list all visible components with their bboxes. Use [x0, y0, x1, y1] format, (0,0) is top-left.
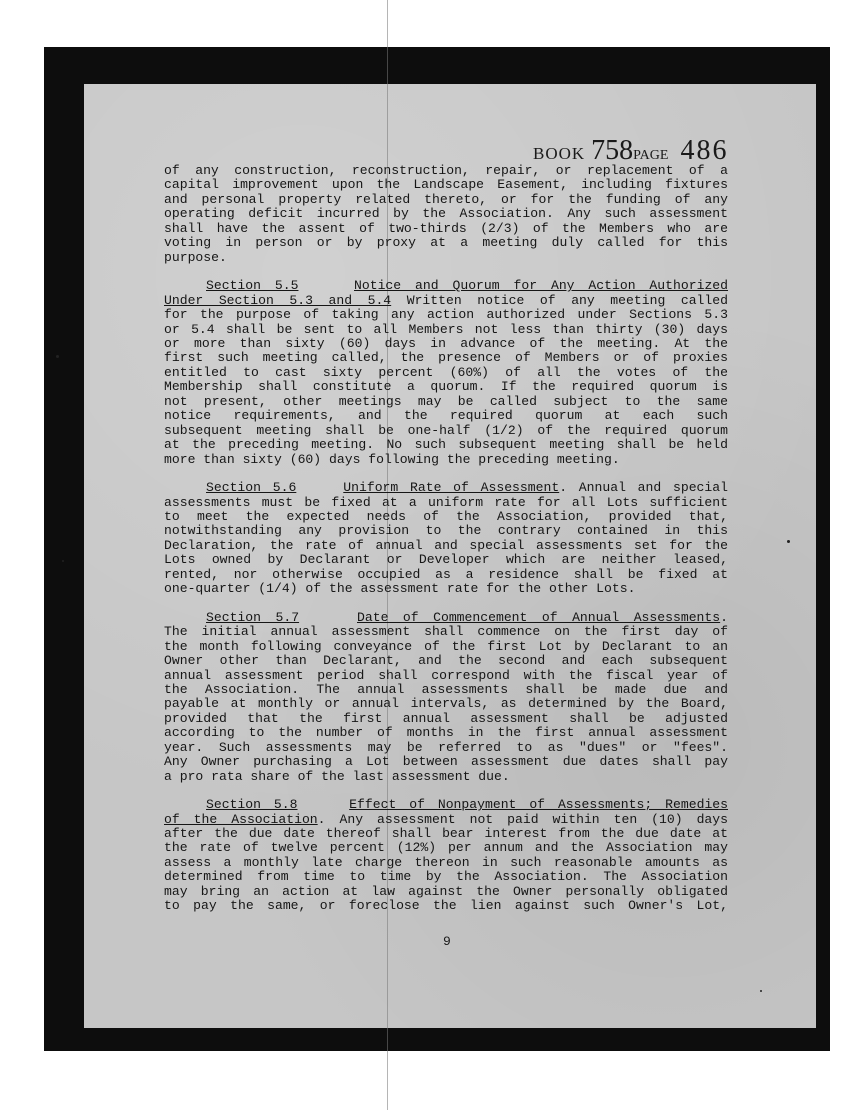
- section-heading-line: [164, 611, 728, 625]
- section-title-cont: Under Section 5.3 and 5.4: [164, 292, 392, 308]
- section-5-5: [164, 279, 728, 467]
- section-number: Section 5.6: [206, 480, 297, 496]
- section-title: Notice and Quorum for Any Action Authorized: [354, 278, 729, 294]
- text-line: Declaration, the rate of annual and special assessments set for the: [164, 537, 728, 553]
- text-line: the rate of twelve percent (12%) per annum and the Association may: [164, 840, 728, 856]
- section-number: Section 5.7: [206, 609, 300, 625]
- text-line: determined from time to time by the Association. The Association: [164, 869, 728, 885]
- section-first-text: . Annual and special: [559, 480, 728, 496]
- text-line: a pro rata share of the last assessment due.: [164, 768, 510, 784]
- text-line: The initial annual assessment shall commence on the first day of: [164, 624, 728, 640]
- text-line: or more than sixty (60) days in advance of the meeting. At the: [164, 335, 728, 351]
- text-line: according to the number of months in the first annual assessment: [164, 725, 728, 741]
- section-first-text: .: [720, 609, 728, 625]
- text-line: more than sixty (60) days following the preceding meeting.: [164, 451, 620, 467]
- book-number: 758: [591, 135, 634, 166]
- text-line: after the due date thereof shall bear interest from the due date at: [164, 826, 728, 842]
- text-line: not present, other meetings may be called subject to the same: [164, 393, 728, 409]
- section-5-8: [164, 798, 728, 914]
- text-line: Lots owned by Declarant or Developer which are neither leased,: [164, 552, 728, 568]
- page-footer-number: 9: [443, 934, 451, 949]
- text-line: purpose.: [164, 249, 227, 265]
- text-line: shall have the assent of two-thirds (2/3) of the Members who are: [164, 220, 728, 236]
- section-number: Section 5.8: [206, 797, 298, 813]
- text-line: notice requirements, and the required quorum at each such: [164, 408, 728, 424]
- section-title: Uniform Rate of Assessment: [343, 480, 560, 496]
- text-line: payable at monthly or annual intervals, as determined by the Board,: [164, 696, 728, 712]
- text-line: and personal property related thereto, or for the funding of any: [164, 191, 728, 207]
- section-number: Section 5.5: [206, 278, 299, 294]
- text-line: the month following conveyance of the first Lot by Declarant to an: [164, 638, 728, 654]
- text-line: assess a monthly late charge thereon in such reasonable amounts as: [164, 854, 728, 870]
- text-line: to meet the expected needs of the Association, provided that,: [164, 508, 728, 524]
- book-label: BOOK: [533, 144, 586, 163]
- scan-speck: [56, 355, 59, 358]
- text-line: year. Such assessments may be referred to as "dues" or "fees".: [164, 739, 728, 755]
- text-line: of any construction, reconstruction, repair, or replacement of a: [164, 163, 728, 178]
- text-line: notwithstanding any provision to the contrary contained in this: [164, 523, 728, 539]
- text-line: for the purpose of taking any action authorized under Sections 5.3: [164, 307, 728, 323]
- page-number-stamp: 486: [680, 135, 729, 166]
- text-line: may bring an action at law against the Owner personally obligated: [164, 883, 728, 899]
- text-line: to pay the same, or foreclose the lien against such Owner's Lot,: [164, 898, 728, 914]
- text-line: annual assessment period shall correspond with the fiscal year of: [164, 667, 728, 683]
- text-line: operating deficit incurred by the Association. Any such assessment: [164, 206, 728, 222]
- text-line: assessments must be fixed at a uniform rate for all Lots sufficient: [164, 494, 728, 510]
- page-label: PAGE: [633, 148, 669, 163]
- section-first-text: Written notice of any meeting called: [391, 292, 728, 308]
- section-heading-line: [164, 279, 728, 293]
- text-line: Membership shall constitute a quorum. If the required quorum is: [164, 379, 728, 395]
- section-heading-line: [164, 798, 728, 812]
- text-line: [164, 813, 728, 827]
- section-title: Effect of Nonpayment of Assessments; Remedies: [349, 797, 729, 813]
- intro-paragraph: [164, 164, 728, 265]
- section-title: Date of Commencement of Annual Assessments: [357, 609, 721, 625]
- text-line: rented, nor otherwise occupied as a residence shall be fixed at: [164, 566, 728, 582]
- text-line: provided that the first annual assessment shall be adjusted: [164, 710, 728, 726]
- text-line: one-quarter (1/4) of the assessment rate for the other Lots.: [164, 581, 636, 597]
- section-title-cont: of the Association: [164, 811, 318, 827]
- text-line: or 5.4 shall be sent to all Members not less than thirty (30) days: [164, 321, 728, 337]
- text-line: [164, 294, 728, 308]
- text-line: entitled to cast sixty percent (60%) of all the votes of the: [164, 364, 728, 380]
- text-line: subsequent meeting shall be one-half (1/2) of the required quorum: [164, 422, 728, 438]
- text-line: voting in person or by proxy at a meeting duly called for this: [164, 235, 728, 251]
- text-line: at the preceding meeting. No such subsequent meeting shall be held: [164, 437, 728, 453]
- section-5-7: [164, 611, 728, 784]
- text-line: first such meeting called, the presence of Members or of proxies: [164, 350, 728, 366]
- section-first-text: . Any assessment not paid within ten (10) days: [317, 811, 729, 827]
- section-heading-line: [164, 481, 728, 495]
- scan-speck: [787, 540, 790, 543]
- text-line: capital improvement upon the Landscape Easement, including fixtures: [164, 177, 728, 193]
- scan-speck: [62, 560, 64, 562]
- text-line: the Association. The annual assessments shall be made due and: [164, 681, 728, 697]
- scan-speck: [760, 990, 762, 992]
- section-5-6: [164, 481, 728, 597]
- text-line: Any Owner purchasing a Lot between assessment due dates shall pay: [164, 754, 728, 770]
- text-line: Owner other than Declarant, and the second and each subsequent: [164, 653, 728, 669]
- document-body: [164, 164, 728, 914]
